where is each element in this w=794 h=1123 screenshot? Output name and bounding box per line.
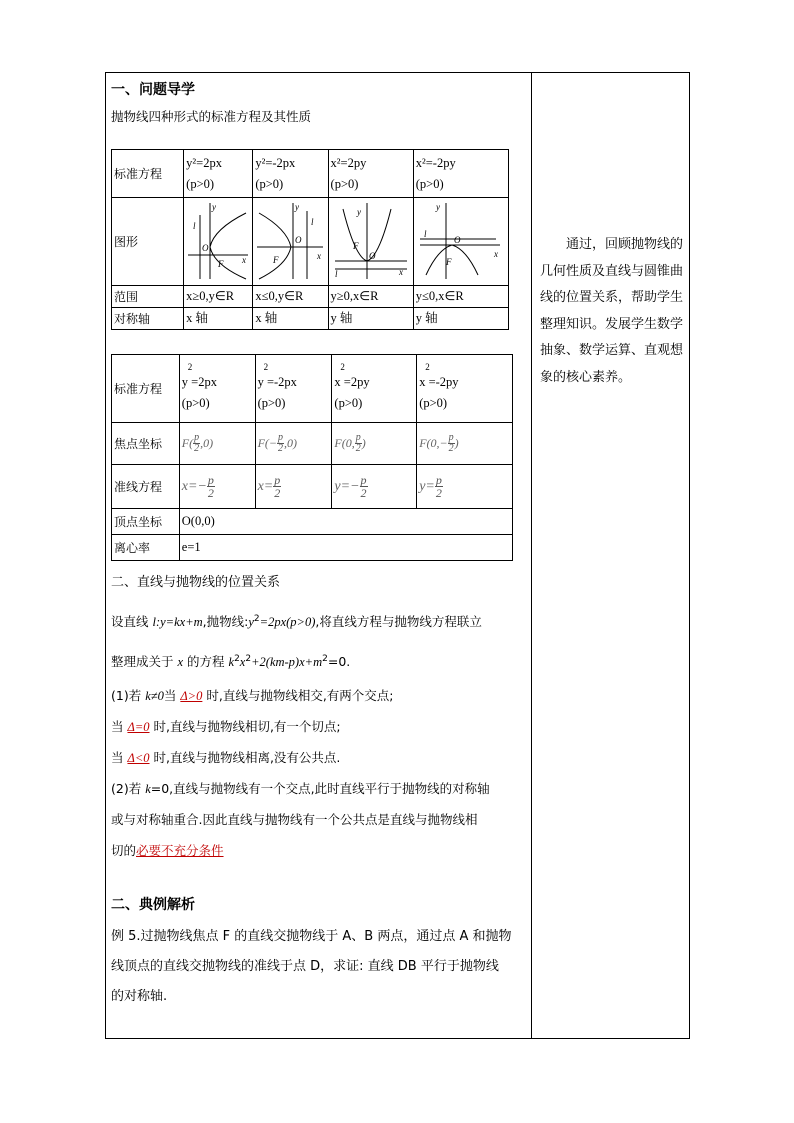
graph-up [328, 198, 413, 286]
svg-text:l: l [311, 217, 314, 227]
svg-text:x: x [317, 251, 322, 261]
table1-cell: x 轴 [253, 308, 328, 330]
svg-text:x: x [398, 267, 403, 277]
case1-text: (1)若 k≠0当 Δ>0 时,直线与抛物线相交,有两个交点; [111, 688, 394, 703]
table2-label: 准线方程 [112, 465, 180, 509]
table1-cell: y≤0,x∈R [413, 286, 508, 308]
table2-cell: 2 y =2px (p>0) [179, 355, 255, 423]
parabola-graph-left-opening [255, 199, 325, 281]
table1-label: 标准方程 [112, 150, 184, 198]
svg-text:O: O [453, 235, 461, 245]
svg-text:l: l [193, 221, 196, 231]
example-line-3: 的对称轴. [111, 989, 168, 1004]
case6-text: 切的必要不充分条件 [111, 843, 224, 858]
table1-label: 对称轴 [112, 308, 184, 330]
table1-cell: y 轴 [413, 308, 508, 330]
table1-cell: x≥0,y∈R [184, 286, 253, 308]
table2-row-equation [112, 355, 513, 423]
focus-cell: F(0,− $\frac{p}{2}$ ) [417, 423, 513, 465]
line-equation-text: 设直线 l:y=kx+m,抛物线$:y^2=2px(p>0)$,将直线方程与抛物线方程联立 [111, 613, 482, 629]
table2-cell: 2 y =-2px (p>0) [255, 355, 332, 423]
table2-label: 顶点坐标 [112, 509, 180, 535]
svg-text:l: l [334, 269, 338, 279]
parabola-table-2 [111, 354, 513, 561]
case4-text: (2)若 k=0,直线与抛物线有一个交点,此时直线平行于抛物线的对称轴 [111, 781, 490, 796]
section3-heading: 二、典例解析 [111, 897, 195, 913]
vertex-value: O(0,0) [179, 509, 512, 535]
svg-text:y: y [212, 202, 217, 212]
focus-cell: F(− $\frac{p}{2}$ ,0) [255, 423, 332, 465]
graph-right [184, 198, 253, 286]
svg-text:x: x [493, 249, 498, 259]
svg-text:O: O [295, 235, 302, 245]
svg-text:y: y [295, 202, 300, 212]
table2-cell: 2 x =-2py (p>0) [417, 355, 513, 423]
directrix-cell: y=− $\frac{p}{2}$ [332, 465, 417, 509]
svg-text:y: y [356, 207, 361, 217]
parabola-graph-down-opening [416, 199, 506, 281]
table2-row-vertex [112, 509, 513, 535]
svg-text:F: F [218, 259, 224, 269]
case2-text: 当 Δ=0 时,直线与抛物线相切,有一个切点; [111, 719, 341, 734]
directrix-cell: y= $\frac{p}{2}$ [417, 465, 513, 509]
svg-text:y: y [435, 202, 440, 212]
table2-row-directrix [112, 465, 513, 509]
table1-cell: y²=-2px (p>0) [253, 150, 328, 198]
table2-cell: 2 x =2py (p>0) [332, 355, 417, 423]
table1-cell: y≥0,x∈R [328, 286, 413, 308]
section1-heading: 一、问题导学 [111, 82, 195, 98]
table2-label: 标准方程 [112, 355, 180, 423]
table1-row-axis [112, 308, 509, 330]
table2-row-focus [112, 423, 513, 465]
table2-label: 离心率 [112, 535, 180, 561]
table1-cell: x≤0,y∈R [253, 286, 328, 308]
svg-text:x: x [242, 255, 247, 265]
table1-row-equation [112, 150, 509, 198]
table1-label: 范围 [112, 286, 184, 308]
section2-heading: 二、直线与抛物线的位置关系 [111, 575, 281, 590]
svg-text:F: F [273, 255, 279, 265]
case5-text: 或与对称轴重合.因此直线与抛物线有一个公共点是直线与抛物线相 [111, 812, 478, 827]
table1-cell: y 轴 [328, 308, 413, 330]
table1-cell: x 轴 [184, 308, 253, 330]
directrix-cell: x=− $\frac{p}{2}$ [179, 465, 255, 509]
table1-row-graph [112, 198, 509, 286]
svg-text:O: O [368, 251, 376, 261]
design-intent-text: 通过，回顾抛物线的几何性质及直线与圆锥曲线的位置关系，帮助学生整理知识。发展学生数学抽象、数学运算、直观想象的核心素养。 [540, 237, 684, 385]
svg-text:F: F [445, 257, 452, 267]
case3-text: 当 Δ<0 时,直线与抛物线相离,没有公共点. [111, 750, 341, 765]
svg-text:F: F [352, 241, 359, 251]
eccentricity-value: e=1 [179, 535, 512, 561]
focus-cell: F( $\frac{p}{2}$ ,0) [179, 423, 255, 465]
parabola-graph-right-opening [186, 199, 250, 281]
focus-cell: F(0, $\frac{p}{2}$ ) [332, 423, 417, 465]
column-divider [531, 72, 532, 1039]
directrix-cell: x= $\frac{p}{2}$ [255, 465, 332, 509]
example-line-1: 例 5.过抛物线焦点 F 的直线交抛物线于 A、B 两点，通过点 A 和抛物 [111, 929, 512, 944]
table1-cell: x²=-2py (p>0) [413, 150, 508, 198]
parabola-graph-up-opening [331, 199, 411, 281]
table1-cell: x²=2py (p>0) [328, 150, 413, 198]
quadratic-text: 整理成关于 x 的方程 $k^2x^2+2(km-p)x+m^2=0$. [111, 653, 351, 669]
table1-row-range [112, 286, 509, 308]
table1-cell: y²=2px (p>0) [184, 150, 253, 198]
svg-text:l: l [423, 229, 427, 239]
parabola-table-1 [111, 149, 509, 330]
table2-label: 焦点坐标 [112, 423, 180, 465]
example-line-2: 线顶点的直线交抛物线的准线于点 D，求证: 直线 DB 平行于抛物线 [111, 959, 499, 974]
section1-intro: 抛物线四种形式的标准方程及其性质 [111, 109, 312, 124]
svg-text:O: O [202, 243, 209, 253]
table2-row-eccentricity [112, 535, 513, 561]
table1-label: 图形 [112, 198, 184, 286]
graph-down [413, 198, 508, 286]
graph-left [253, 198, 328, 286]
